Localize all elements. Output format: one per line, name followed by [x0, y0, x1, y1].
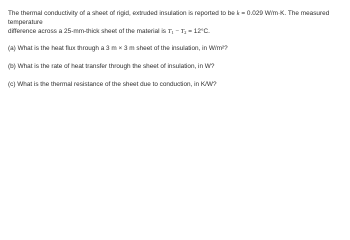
- minus-sign: −: [173, 28, 181, 35]
- question-c: (c) What is the thermal resistance of the sheet due to conduction, in K/W?: [8, 81, 217, 88]
- t2-symbol: T: [180, 28, 185, 35]
- k-value: = 0.029 W/m·K. The measured temperature: [8, 10, 330, 26]
- question-a: (a) What is the heat flux through a 3 m × 3 m sheet of the insulation, in W/m²?: [8, 45, 228, 52]
- problem-line1-text: The thermal conductivity of a sheet of rigid, extruded insulation is reported to be: [8, 10, 237, 17]
- t2-subscript: 2: [184, 30, 187, 35]
- k-symbol: k: [236, 10, 240, 17]
- problem-line2-text: difference across a 25-mm-thick sheet of the material is: [8, 28, 168, 35]
- t1-subscript: 1: [171, 30, 174, 35]
- question-b: (b) What is the rate of heat transfer through the sheet of insulation, in W?: [8, 63, 215, 70]
- delta-t-value: = 12°C.: [186, 28, 210, 35]
- problem-statement: [8, 9, 342, 37]
- t1-symbol: T: [167, 28, 172, 35]
